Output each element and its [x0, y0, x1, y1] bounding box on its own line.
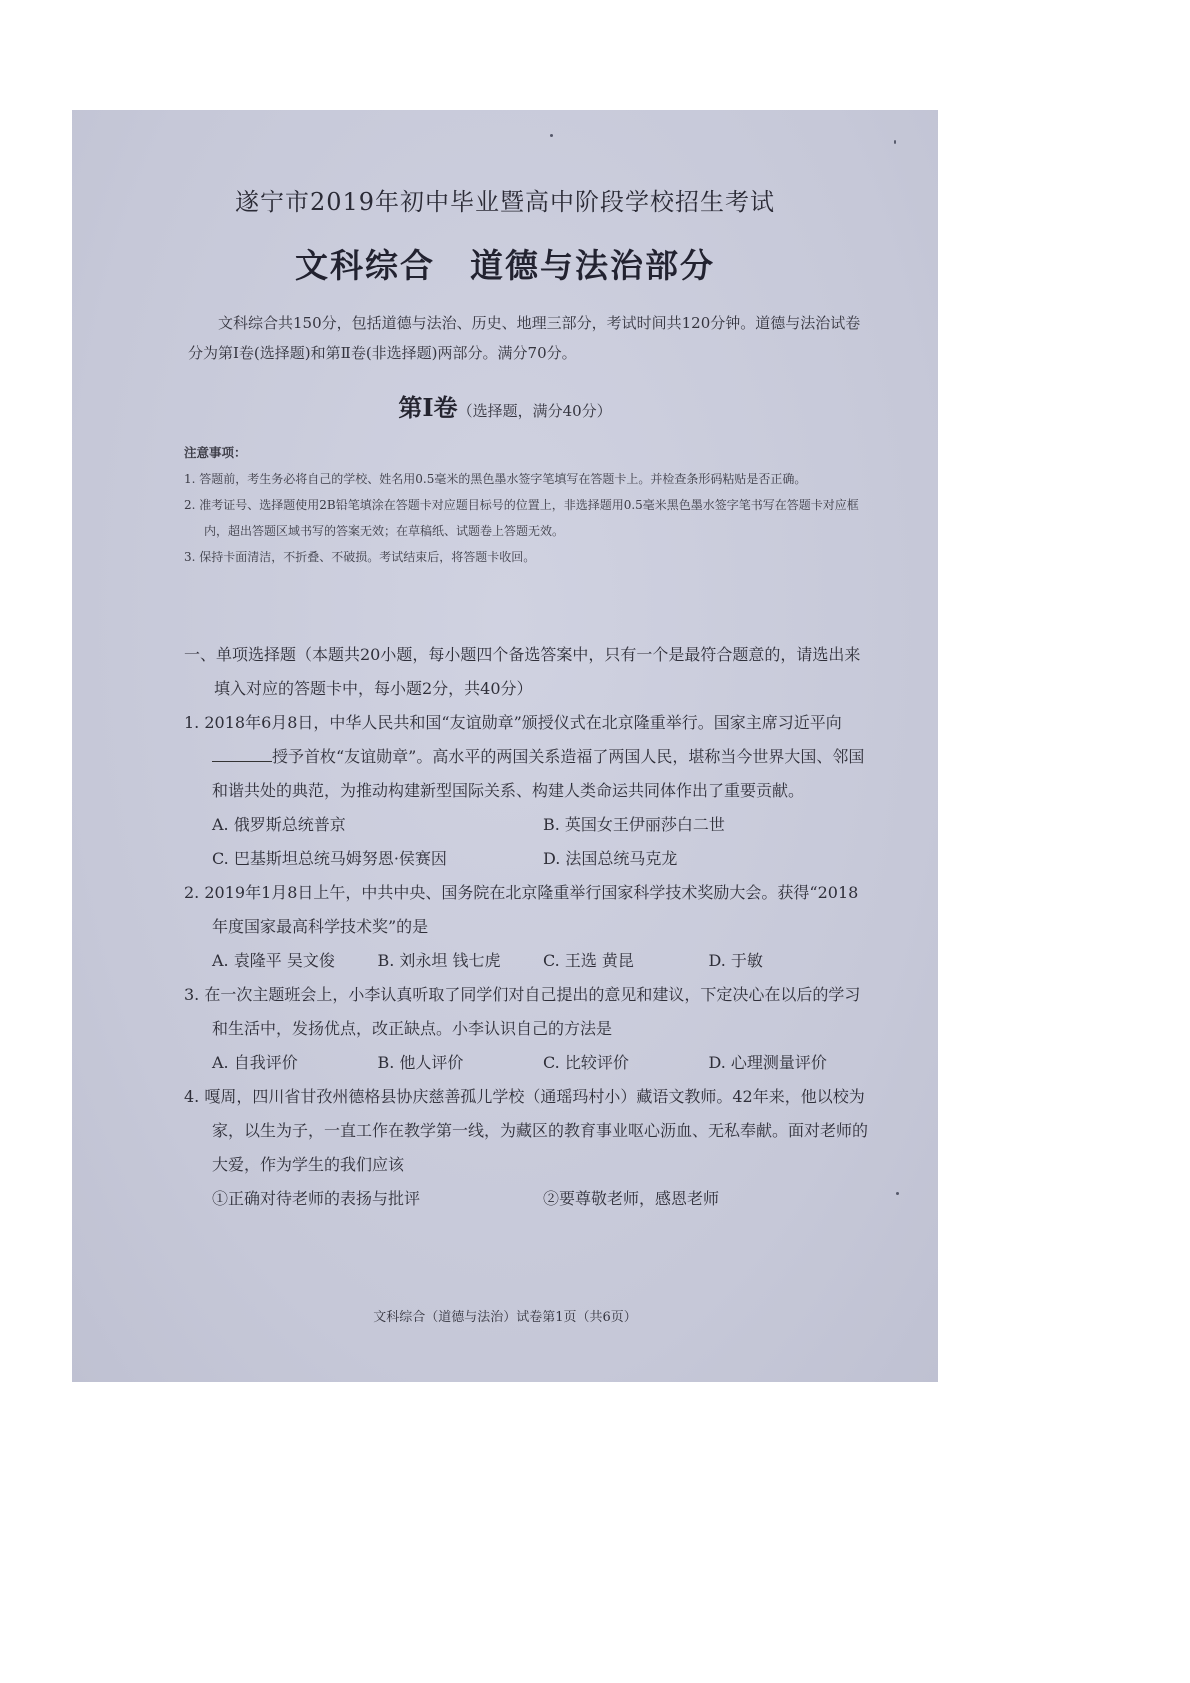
option-d: D. 心理测量评价 — [708, 1053, 827, 1072]
section-heading: 一、单项选择题（本题共20小题，每小题四个备选答案中，只有一个是最符合题意的，请选出来填入对应的答题卡中，每小题2分，共40分） — [184, 645, 861, 698]
option-a: A. 自我评价 — [212, 1053, 298, 1072]
question-4: 4. 嘎周，四川省甘孜州德格县协庆慈善孤儿学校（通瑶玛村小）藏语文教师。42年来，他以校为家，以生为子，一直工作在教学第一线，为藏区的教育事业呕心沥血、无私奉献。面对老师的大爱，作为学生的我们应该 — [184, 1087, 869, 1174]
options-row — [184, 842, 874, 876]
option-b: B. 他人评价 — [377, 1053, 464, 1072]
volume-label: 第Ⅰ卷 — [398, 393, 458, 422]
options-row — [184, 1182, 874, 1216]
options-row — [184, 1046, 874, 1080]
answer-blank — [212, 743, 272, 762]
options-row — [184, 808, 874, 842]
volume-note: （选择题，满分40分） — [457, 402, 612, 420]
scan-speck — [896, 1192, 899, 1195]
notes-title: 注意事项： — [184, 445, 247, 460]
exam-title: 遂宁市2019年初中毕业暨高中阶段学校招生考试 — [234, 188, 776, 216]
option-c: C. 比较评价 — [543, 1053, 629, 1072]
section-single-choice — [184, 638, 874, 1216]
option-a: A. 俄罗斯总统普京 — [212, 815, 346, 834]
page-footer: 文科综合（道德与法治）试卷第1页（共6页） — [373, 1310, 637, 1325]
notes-block — [184, 440, 874, 570]
question-stem-cont: 授予首枚“友谊勋章”。高水平的两国关系造福了两国人民，堪称当今世界大国、邻国和谐共处的典范，为推动构建新型国际关系、构建人类命运共同体作出了重要贡献。 — [212, 747, 865, 800]
option-2: ②要尊敬老师，感恩老师 — [543, 1189, 720, 1208]
scan-speck — [894, 140, 896, 144]
question-stem: 1. 2018年6月8日，中华人民共和国“友谊勋章”颁授仪式在北京隆重举行。国家主席习近平向 — [184, 713, 842, 732]
note-item: 3. 保持卡面清洁，不折叠、不破损。考试结束后，将答题卡收回。 — [184, 550, 536, 564]
option-c: C. 巴基斯坦总统马姆努恩·侯赛因 — [212, 849, 447, 868]
option-d: D. 法国总统马克龙 — [543, 849, 678, 868]
question-2: 2. 2019年1月8日上午，中共中央、国务院在北京隆重举行国家科学技术奖励大会。获得“2018年度国家最高科学技术奖”的是 — [184, 883, 859, 936]
options-row — [184, 944, 874, 978]
exam-intro: 文科综合共150分，包括道德与法治、历史、地理三部分，考试时间共120分钟。道德与法治试卷分为第Ⅰ卷(选择题)和第Ⅱ卷(非选择题)两部分。满分70分。 — [188, 314, 861, 362]
note-item: 2. 准考证号、选择题使用2B铅笔填涂在答题卡对应题目标号的位置上，非选择题用0.5毫米黑色墨水签字笔书写在答题卡对应框内，超出答题区域书写的答案无效；在草稿纸、试题卷上答题无效。 — [184, 498, 859, 538]
question-1 — [184, 706, 874, 808]
note-item: 1. 答题前，考生务必将自己的学校、姓名用0.5毫米的黑色墨水签字笔填写在答题卡上。并检查条形码粘贴是否正确。 — [184, 472, 807, 486]
exam-subtitle: 文科综合 道德与法治部分 — [295, 246, 715, 285]
volume-title — [72, 388, 938, 423]
option-b: B. 英国女王伊丽莎白二世 — [543, 815, 725, 834]
option-a: A. 袁隆平 吴文俊 — [212, 951, 335, 970]
scan-speck — [550, 134, 553, 137]
option-1: ①正确对待老师的表扬与批评 — [212, 1189, 421, 1208]
option-c: C. 王选 黄昆 — [543, 951, 634, 970]
scanned-page — [72, 110, 938, 1382]
question-3: 3. 在一次主题班会上，小李认真听取了同学们对自己提出的意见和建议，下定决心在以后的学习和生活中，发扬优点，改正缺点。小李认识自己的方法是 — [184, 985, 861, 1038]
option-b: B. 刘永坦 钱七虎 — [377, 951, 501, 970]
option-d: D. 于敏 — [708, 951, 763, 970]
